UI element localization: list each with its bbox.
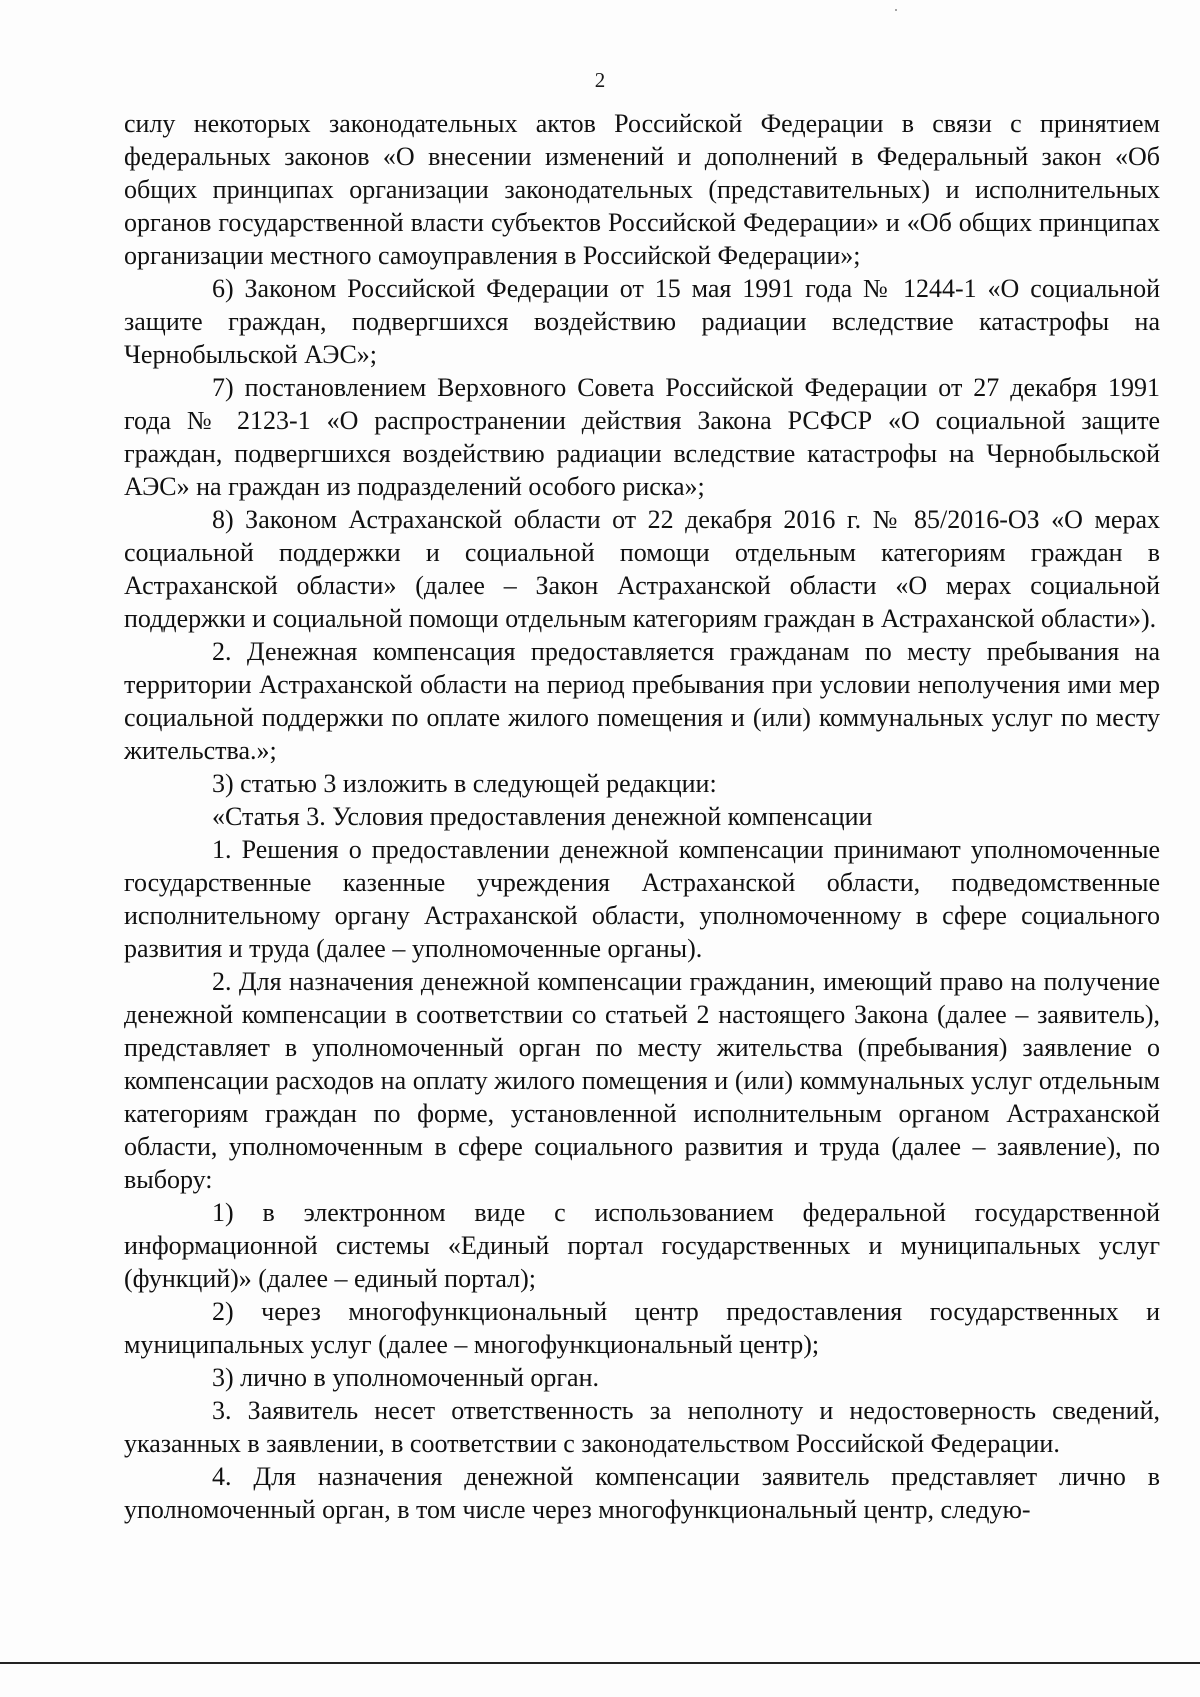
document-body [124, 107, 1160, 1526]
article-3-point-1: 1. Решения о предоставлении денежной компенсации принимают уполномоченные государственные казенные учреждения Астраханской области, подведомственные исполнительному органу Астраханской области, уполномоченному в сфере социального развития и труда (далее – уполномоченные органы). [124, 835, 1160, 963]
article-3-point-2-option-3: 3) лично в уполномоченный орган. [212, 1363, 600, 1392]
paragraph-item-8: 8) Законом Астраханской области от 22 декабря 2016 г. № 85/2016-ОЗ «О мерах социальной поддержки и социальной помощи отдельным категориям граждан в Астраханской области» (далее – Закон Астраханской области «О мерах социальной поддержки и социальной помощи отдельным категориям граждан в Астраханской области»). [124, 505, 1160, 633]
article-3-heading: «Статья 3. Условия предоставления денежной компенсации [212, 802, 873, 831]
article-3-point-4: 4. Для назначения денежной компенсации заявитель представляет лично в уполномоченный орган, в том числе через многофункциональный центр, следую- [124, 1462, 1160, 1524]
paragraph-item-6: 6) Законом Российской Федерации от 15 мая 1991 года № 1244-1 «О социальной защите граждан, подвергшихся воздействию радиации вследствие катастрофы на Чернобыльской АЭС»; [124, 274, 1160, 369]
paragraph-item-7: 7) постановлением Верховного Совета Российской Федерации от 27 декабря 1991 года № 2123-1 «О распространении действия Закона РСФСР «О социальной защите граждан, подвергшихся воздействию радиации вследствие катастрофы на Чернобыльской АЭС» на граждан из подразделений особого риска»; [124, 373, 1160, 501]
scan-speck [895, 9, 897, 11]
paragraph-amendment-3: 3) статью 3 изложить в следующей редакции: [212, 769, 717, 798]
article-3-point-2-option-1: 1) в электронном виде с использованием федеральной государственной информационной системы «Единый портал государственных и муниципальных услуг (функций)» (далее – единый портал); [124, 1198, 1160, 1293]
paragraph-point-2: 2. Денежная компенсация предоставляется гражданам по месту пребывания на территории Астраханской области на период пребывания при условии неполучения ими мер социальной поддержки по оплате жилого помещения и (или) коммунальных услуг по месту жительства.»; [124, 637, 1160, 765]
paragraph-continuation: силу некоторых законодательных актов Российской Федерации в связи с принятием федеральных законов «О внесении изменений и дополнений в Федеральный закон «Об общих принципах организации законодательных (представительных) и исполнительных органов государственной власти субъектов Российской Федерации» и «Об общих принципах организации местного самоуправления в Российской Федерации»; [124, 109, 1160, 270]
bottom-divider [0, 1662, 1200, 1664]
article-3-point-3: 3. Заявитель несет ответственность за неполноту и недостоверность сведений, указанных в заявлении, в соответствии с законодательством Российской Федерации. [124, 1396, 1160, 1458]
article-3-point-2: 2. Для назначения денежной компенсации гражданин, имеющий право на получение денежной компенсации в соответствии со статьей 2 настоящего Закона (далее – заявитель), представляет в уполномоченный орган по месту жительства (пребывания) заявление о компенсации расходов на оплату жилого помещения и (или) коммунальных услуг отдельным категориям граждан по форме, установленной исполнительным органом Астраханской области, уполномоченным в сфере социального развития и труда (далее – заявление), по выбору: [124, 967, 1160, 1194]
article-3-point-2-option-2: 2) через многофункциональный центр предоставления государственных и муниципальных услуг (далее – многофункциональный центр); [124, 1297, 1160, 1359]
page-number: 2 [594, 68, 606, 92]
